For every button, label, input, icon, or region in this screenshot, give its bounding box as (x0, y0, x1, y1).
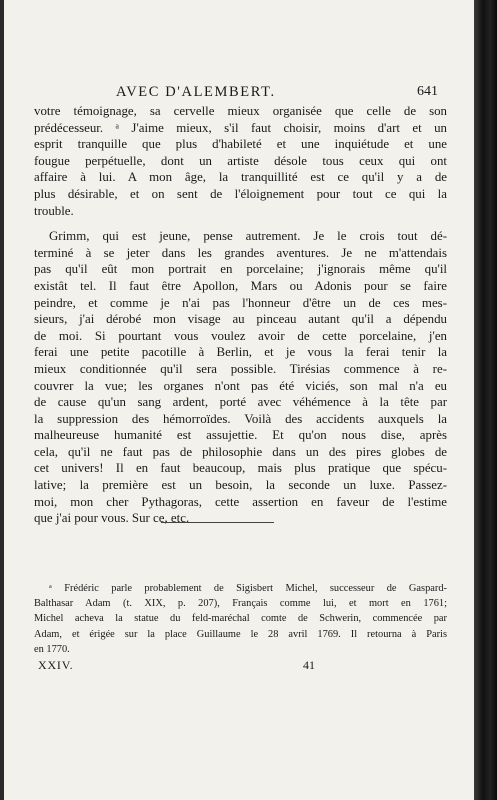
text-line: sieurs, j'ai dérobé mon visage au pinceau autant qu'il a dépendu (34, 312, 447, 327)
text-line: lative; la première est un besoin, la seconde un luxe. Passez- (34, 478, 447, 493)
text-line: esprit tranquille que plus d'habileté et une inquiétude et une (34, 137, 447, 152)
binding-shadow-right (474, 0, 497, 800)
section-divider (161, 522, 274, 523)
text-line: de cause qu'un sang ardent, porté avec véhémence à la tête par (34, 395, 447, 410)
text-line: peindre, et comme je n'ai pas l'honneur d'être un de ces mes- (34, 295, 447, 310)
book-page (4, 0, 474, 800)
text-line: plus désirable, et on sent de l'éloignement pour tout ce qui la (34, 186, 447, 201)
text-line: cela, qu'il ne faut pas de philosophie dans un des pires globes de (34, 444, 447, 459)
page-number: 641 (417, 84, 438, 99)
text-line: de moi. Si pourtant vous voulez avoir de cette porcelaine, j'en (34, 328, 447, 343)
text-line: fougue perpétuelle, dont un artiste désole tous ceux qui ont (34, 153, 447, 168)
letter-body (34, 103, 447, 527)
footnote-line: Adam, et érigée sur la place Guillaume le 28 avril 1769. Il retourna à Paris (34, 628, 447, 640)
text-line: couvrer la vue; les organes n'ont pas été viciés, son mal n'a eu (34, 378, 447, 393)
text-line: la suppression des hémorroïdes. Voilà des accidents auxquels la (34, 411, 447, 426)
running-title: AVEC D'ALEMBERT. (116, 84, 276, 100)
text-line: que j'ai pour vous. Sur ce, etc. (34, 511, 190, 526)
text-line: mieux conditionnée qu'il sera possible. Tirésias commence à re- (34, 361, 447, 376)
text-line: Grimm, qui est jeune, pense autrement. Je le crois tout dé- (49, 229, 447, 244)
page-header (4, 84, 474, 104)
footnote-line: Michel acheva la statue du feld-maréchal comte de Schwerin, commencée par (34, 613, 447, 625)
sheet-number: 41 (303, 658, 315, 672)
text-line: existât tel. Il faut être Apollon, Mars ou Adonis pour se faire (34, 278, 447, 293)
footnote (34, 581, 447, 657)
text-line: prédécesseur. ᵃ J'aime mieux, s'il faut choisir, moins d'art et un (34, 120, 447, 135)
volume-signature: XXIV. (38, 658, 74, 672)
paragraph-gap (34, 219, 447, 228)
text-line: trouble. (34, 203, 74, 218)
text-line: affaire à lui. A mon âge, la tranquillité est ce qu'il y a de (34, 170, 447, 185)
footnote-line: en 1770. (34, 643, 70, 655)
text-line: pas qu'il eût mon portrait en porcelaine; j'ignorais même qu'il (34, 262, 447, 277)
text-line: terminé à se jeter dans les grandes aventures. Je ne m'attendais (34, 245, 447, 260)
text-line: ferai une petite pacotille à Berlin, et je vous la ferai tenir la (34, 345, 447, 360)
text-line: cet univers! Il en faut beaucoup, mais plus pratique que spécu- (34, 461, 447, 476)
footnote-line: Balthasar Adam (t. XIX, p. 207), Français comme lui, et mort en 1761; (34, 598, 447, 610)
page-footer (4, 658, 474, 678)
footnote-line: ᵃ Frédéric parle probablement de Sigisbert Michel, successeur de Gaspard- (49, 583, 447, 594)
text-line: malheureuse humanité est assujettie. Et qu'on nous dise, après (34, 428, 447, 443)
text-line: moi, mon cher Pythagoras, cette assertion en faveur de l'estime (34, 494, 447, 509)
text-line: votre témoignage, sa cervelle mieux organisée que celle de son (34, 104, 447, 118)
